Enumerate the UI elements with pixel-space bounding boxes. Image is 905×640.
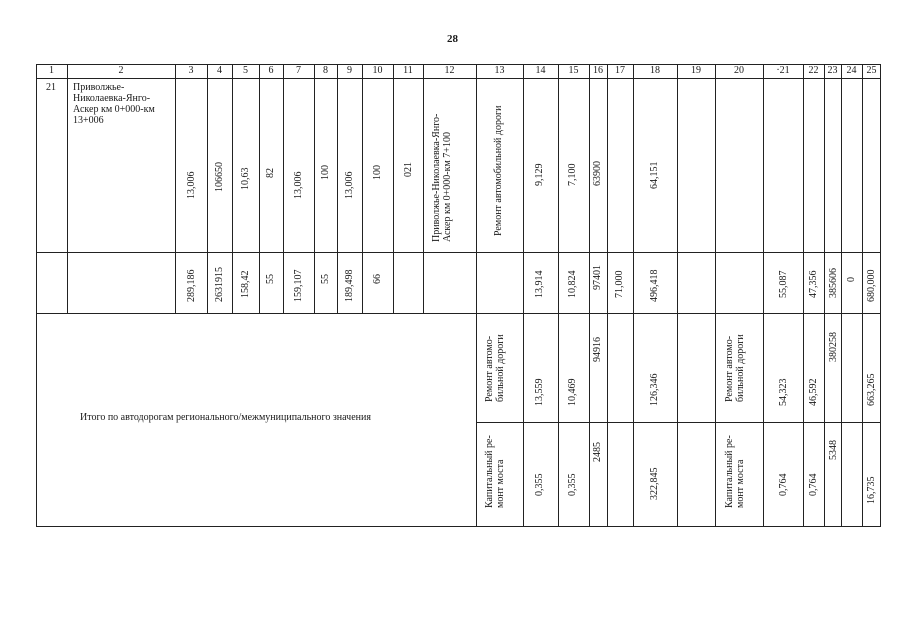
road-name: Приволжье-Николаевка-Янго-Аскер км 0+000-км 13+006 [73,82,155,126]
table-cell: 189,498 [344,269,355,302]
table-cell: 322,845 [649,467,660,500]
table-grid-lines [36,64,881,527]
table-cell: 126,346 [649,373,660,406]
table-cell: 380258 [828,332,839,362]
section-description: Приволжье-Николаевка-Янго-Аскер км 0+000-км 7+100 [431,113,453,242]
column-number: 12 [444,65,455,76]
work-type: Капитальный ре-монт моста [484,435,506,508]
column-number: 11 [403,65,413,76]
table-cell: 7,100 [567,163,578,186]
column-number: 7 [296,65,301,76]
table-cell: 0,764 [808,473,819,496]
column-number: 10 [372,65,383,76]
table-cell: 663,265 [866,373,877,406]
table-cell: 54,323 [778,378,789,406]
data-table [36,64,881,527]
table-cell: 16,735 [866,476,877,504]
table-cell: 100 [320,165,331,180]
table-cell: 2485 [592,442,603,462]
work-type: Ремонт автомо-бильной дороги [724,334,746,402]
column-number: 24 [846,65,857,76]
column-number: 23 [827,65,838,76]
table-cell: 2631915 [214,267,225,302]
table-cell: 63900 [592,161,603,186]
table-cell: 9,129 [534,163,545,186]
total-label: Итого по автодорогам регионального/межмуниципального значения [80,412,371,423]
column-number: 19 [691,65,701,76]
column-number: 25 [866,65,877,76]
work-type: Ремонт автомобильной дороги [493,105,504,236]
table-cell: 13,006 [344,171,355,199]
work-type: Ремонт автомо-бильной дороги [484,334,506,402]
table-cell: 021 [403,162,414,177]
table-cell: 496,418 [649,269,660,302]
column-number: 9 [347,65,352,76]
table-cell: 0 [846,277,857,282]
column-number: 3 [188,65,194,76]
page-number: 28 [447,33,458,45]
table-cell: 106650 [214,162,225,192]
work-type: Капитальный ре-монт моста [724,435,746,508]
column-number: 18 [650,65,660,76]
column-number: 20 [734,65,744,76]
table-cell: 66 [372,274,383,284]
column-number: 22 [808,65,819,76]
table-cell: 82 [265,168,276,178]
column-number: 6 [268,65,274,76]
column-number: 16 [593,65,603,76]
table-cell: 13,559 [534,378,545,406]
table-cell: 680,000 [866,269,877,302]
column-number: 15 [568,65,579,76]
table-cell: 97401 [592,265,603,290]
table-cell: 94916 [592,337,603,362]
table-cell: 385606 [828,268,839,298]
table-cell: 10,469 [567,378,578,406]
table-cell: 289,186 [186,269,197,302]
table-cell: 47,356 [808,270,819,298]
table-cell: 0,355 [567,473,578,496]
table-cell: 100 [372,165,383,180]
column-number: 2 [118,65,124,76]
table-cell: 158,42 [240,270,251,298]
table-cell: 10,63 [240,167,251,190]
column-number: 5 [243,65,248,76]
column-number: 17 [615,65,625,76]
table-cell: 0,764 [778,473,789,496]
table-cell: 64,151 [649,161,660,189]
table-cell: 159,107 [293,269,304,302]
table-cell: 13,006 [186,171,197,199]
column-number: 4 [217,65,222,76]
column-number: 13 [494,65,505,76]
column-number: 1 [49,65,54,76]
table-cell: 10,824 [567,270,578,298]
table-cell: 46,592 [808,378,819,406]
table-cell: 5348 [828,440,839,460]
table-cell: 13,006 [293,171,304,199]
table-cell: 55 [320,274,331,284]
table-cell: 55,087 [778,270,789,298]
row-number: 21 [46,82,56,93]
table-cell: 71,000 [614,270,625,298]
column-number: ·21 [776,65,790,76]
column-number: 14 [535,65,546,76]
column-number: 8 [323,65,328,76]
table-cell: 55 [265,274,276,284]
table-cell: 0,355 [534,473,545,496]
table-cell: 13,914 [534,270,545,298]
